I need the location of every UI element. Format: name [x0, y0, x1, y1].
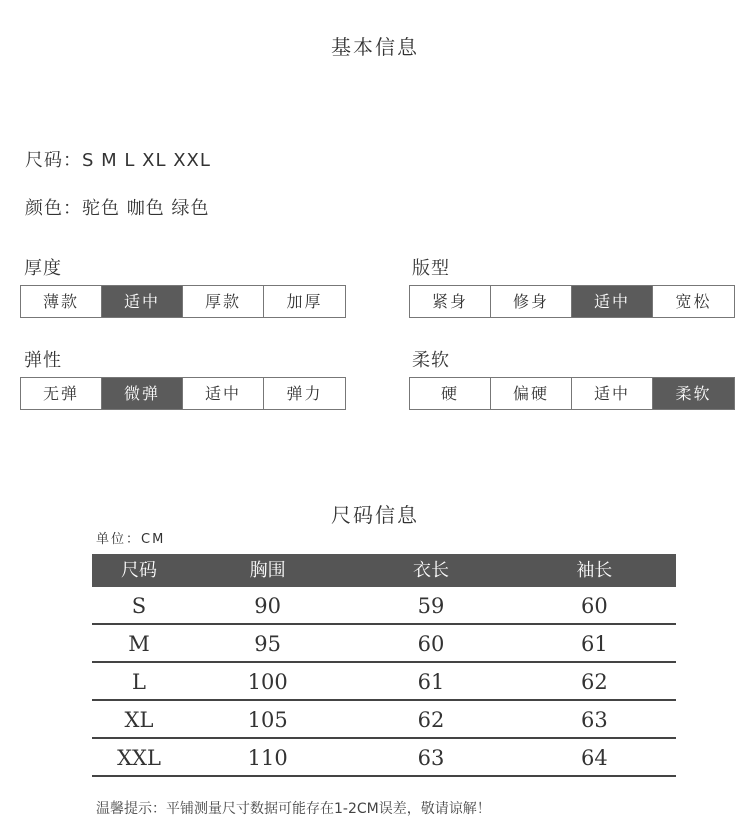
- colors-text: 颜色：驼色 咖色 绿色: [25, 198, 210, 219]
- cell-size: M: [128, 632, 150, 656]
- cell-sleeve: 61: [580, 632, 608, 656]
- cell-length: 63: [417, 746, 445, 770]
- cell-chest: 100: [247, 670, 288, 694]
- basic-info-title: 基本信息: [331, 35, 419, 59]
- cell-size: XXL: [117, 746, 161, 770]
- cell-length: 62: [417, 708, 445, 732]
- size-table: [92, 554, 676, 777]
- elasticity-option: 适中: [183, 378, 264, 409]
- measurement-notice: 温馨提示：平铺测量尺寸数据可能存在1-2CM误差，敬请谅解！: [96, 801, 491, 817]
- thickness-option: 薄款: [21, 286, 102, 317]
- table-row: [92, 625, 676, 663]
- thickness-label: 厚度: [24, 258, 62, 279]
- header-size: 尺码: [121, 560, 157, 581]
- softness-option: 适中: [572, 378, 653, 409]
- cell-sleeve: 64: [580, 746, 608, 770]
- cell-sleeve: 63: [580, 708, 608, 732]
- cell-chest: 90: [254, 594, 282, 618]
- elasticity-option: 弹力: [286, 384, 323, 403]
- table-row: [92, 587, 676, 625]
- cell-chest: 110: [247, 746, 288, 770]
- fit-label: 版型: [412, 258, 450, 279]
- table-header: [92, 554, 676, 587]
- fit-option: 适中: [572, 286, 653, 317]
- softness-option: 偏硬: [491, 378, 572, 409]
- fit-option: 紧身: [410, 286, 491, 317]
- thickness-option: 加厚: [286, 292, 323, 311]
- elasticity-option: 微弹: [102, 378, 183, 409]
- thickness-options: [20, 285, 346, 318]
- sizes-text: 尺码：S M L XL XXL: [25, 150, 211, 171]
- softness-options: [409, 377, 735, 410]
- fit-options: [409, 285, 735, 318]
- table-row: [92, 663, 676, 701]
- softness-label: 柔软: [412, 350, 450, 371]
- table-row: [92, 701, 676, 739]
- elasticity-options: [20, 377, 346, 410]
- size-info-title: 尺码信息: [331, 503, 419, 527]
- cell-size: XL: [124, 708, 154, 732]
- cell-length: 59: [417, 594, 445, 618]
- unit-label: 单位：CM: [96, 532, 166, 547]
- header-length: 衣长: [412, 560, 449, 581]
- cell-sleeve: 60: [580, 594, 608, 618]
- cell-size: S: [131, 594, 147, 618]
- cell-size: L: [132, 670, 146, 694]
- elasticity-label: 弹性: [24, 350, 62, 371]
- softness-option: 硬: [410, 378, 491, 409]
- fit-option: 修身: [491, 286, 572, 317]
- cell-chest: 105: [247, 708, 288, 732]
- cell-sleeve: 62: [580, 670, 608, 694]
- header-chest: 胸围: [249, 560, 286, 581]
- cell-length: 61: [417, 670, 445, 694]
- header-sleeve: 袖长: [576, 560, 613, 581]
- elasticity-option: 无弹: [21, 378, 102, 409]
- thickness-option: 适中: [102, 286, 183, 317]
- cell-chest: 95: [254, 632, 282, 656]
- cell-length: 60: [417, 632, 445, 656]
- table-row: [92, 739, 676, 777]
- softness-option: 柔软: [653, 378, 734, 409]
- fit-option: 宽松: [675, 292, 712, 311]
- thickness-option: 厚款: [183, 286, 264, 317]
